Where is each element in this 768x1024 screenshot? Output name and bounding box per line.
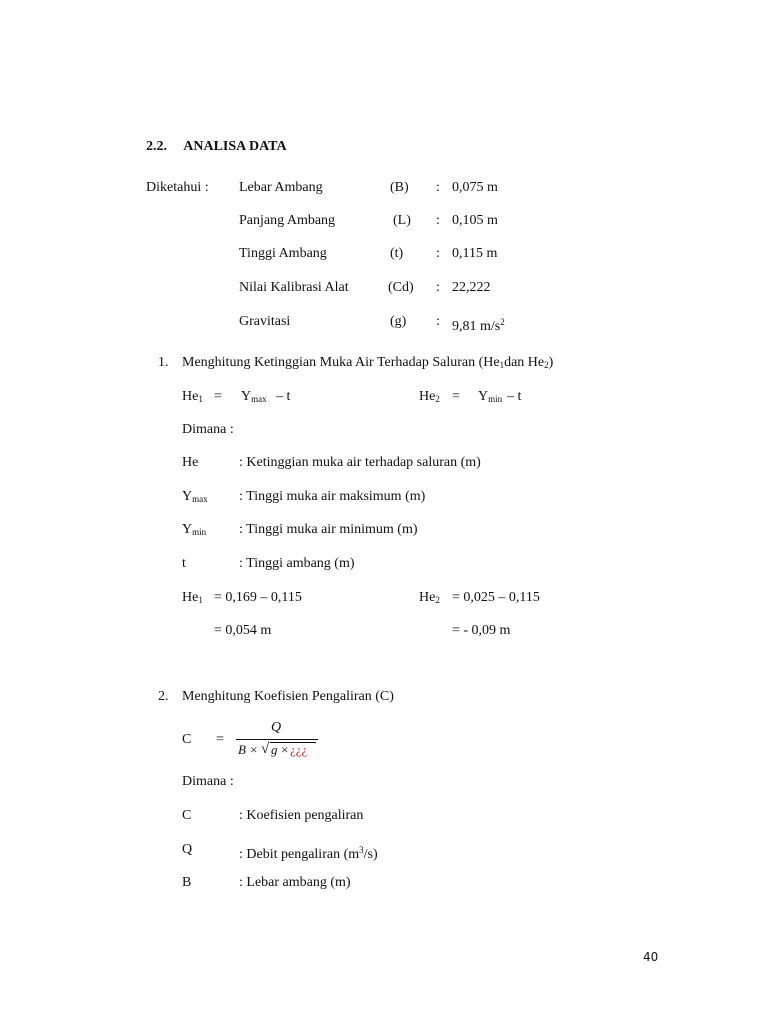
known-symbol: (Cd) [388, 280, 414, 295]
def-desc-tail: /s) [363, 847, 378, 862]
formula-he1 [182, 389, 203, 407]
def-desc-text: : Debit pengaliran (m [239, 847, 360, 862]
ymax-sub: max [251, 394, 267, 404]
def-symbol-text: t [182, 556, 186, 571]
def-desc-text: : Lebar ambang (m) [239, 875, 351, 890]
def-symbol [182, 489, 208, 507]
known-name: Panjang Ambang [239, 213, 336, 228]
formula-he1-eq: = [214, 389, 222, 404]
known-sep: : [436, 213, 440, 228]
calc-he1-lhs [182, 590, 203, 608]
den-error-glyphs: ¿¿¿ [290, 742, 308, 757]
known-value: 0,075 m [452, 180, 498, 195]
calc-he2-sub: 2 [435, 595, 440, 605]
def-desc [239, 842, 378, 863]
def-symbol [182, 455, 198, 473]
step1-title-sub: 1 [499, 360, 505, 370]
step1-dimana: Dimana : [182, 422, 234, 437]
den-b: B × [238, 742, 258, 757]
def-symbol: B [182, 875, 192, 890]
known-symbol: (g) [390, 314, 407, 329]
calc-he2-expr: = 0,025 – 0,115 [452, 590, 540, 605]
formula-c-eq: = [216, 732, 224, 747]
formula-he2-rest: – t [507, 389, 522, 404]
def-symbol-text: He [182, 455, 199, 470]
known-value: 22,222 [452, 280, 491, 295]
section-title: ANALISA DATA [183, 139, 287, 154]
def-symbol-sub: min [192, 527, 207, 537]
def-desc: : Tinggi muka air maksimum (m) [239, 489, 426, 504]
known-label: Diketahui : [146, 180, 209, 195]
known-name: Tinggi Ambang [239, 246, 327, 261]
known-name: Gravitasi [239, 314, 291, 329]
calc-he2-symbol: He [419, 590, 436, 605]
den-times: × [281, 742, 289, 757]
formula-denominator [238, 742, 258, 758]
formula-he2-eq: = [452, 389, 460, 404]
known-value-gravity [452, 314, 505, 335]
calc-he1-expr: = 0,169 – 0,115 [214, 590, 302, 605]
step1-number: 1. [158, 355, 169, 370]
ymin-symbol: Y [478, 389, 489, 404]
he2-symbol: He [419, 389, 436, 404]
calc-he2-lhs [419, 590, 440, 608]
def-desc [239, 808, 363, 824]
formula-he2 [419, 389, 440, 407]
den-g: g [271, 742, 278, 757]
step1-title-part: dan He [504, 355, 545, 370]
known-symbol: (B) [390, 180, 409, 195]
step2-number: 2. [158, 689, 169, 704]
def-symbol: Q [182, 842, 193, 857]
calc-he1-result: = 0,054 m [214, 623, 272, 638]
fraction-bar [236, 739, 318, 740]
formula-numerator: Q [271, 720, 282, 735]
section-heading [146, 139, 287, 155]
def-desc-text: : Koefisien pengaliran [239, 808, 364, 823]
def-desc: : Tinggi muka air minimum (m) [239, 522, 418, 537]
he2-sub: 2 [435, 394, 440, 404]
step1-title [182, 355, 553, 373]
known-symbol: (t) [390, 246, 404, 261]
def-desc [239, 875, 351, 891]
formula-he1-rest: – t [276, 389, 291, 404]
calc-he1-sub: 1 [198, 595, 203, 605]
known-sep: : [436, 180, 440, 195]
sqrt-icon: √ [261, 741, 270, 757]
def-symbol-text: Y [182, 522, 193, 537]
def-desc: : Tinggi ambang (m) [239, 556, 355, 571]
known-sep: : [436, 246, 440, 261]
known-value: 0,115 m [452, 246, 498, 261]
step1-title-part: Menghitung Ketinggian Muka Air Terhadap Saluran (He [182, 355, 500, 370]
known-value: 0,105 m [452, 213, 498, 228]
def-symbol [182, 556, 186, 574]
def-symbol-sub: max [192, 494, 208, 504]
he1-symbol: He [182, 389, 199, 404]
step1-title-sub: 2 [544, 360, 549, 370]
def-symbol [182, 522, 206, 540]
step2-dimana: Dimana : [182, 774, 234, 789]
formula-he1-ymax [241, 389, 267, 407]
known-symbol: (L) [393, 213, 411, 228]
step2-title: Menghitung Koefisien Pengaliran (C) [182, 689, 394, 704]
section-number: 2.2. [146, 139, 167, 154]
step1-title-part: ) [548, 355, 554, 370]
gravity-value: 9,81 m/s [452, 319, 501, 334]
gravity-exponent: 2 [500, 317, 505, 327]
known-name: Lebar Ambang [239, 180, 323, 195]
known-sep: : [436, 280, 440, 295]
calc-he2-result: = - 0,09 m [452, 623, 511, 638]
formula-c-lhs: C [182, 732, 192, 747]
ymin-sub: min [488, 394, 503, 404]
def-symbol: C [182, 808, 192, 823]
ymax-symbol: Y [241, 389, 252, 404]
def-desc-sup: 3 [359, 845, 364, 855]
known-sep: : [436, 314, 440, 329]
def-symbol-text: Y [182, 489, 193, 504]
calc-he1-symbol: He [182, 590, 199, 605]
page-number: 40 [643, 950, 659, 964]
def-desc: : Ketinggian muka air terhadap saluran (m) [239, 455, 481, 470]
formula-he2-ymin [478, 389, 502, 407]
known-name: Nilai Kalibrasi Alat [239, 280, 349, 295]
he1-sub: 1 [198, 394, 203, 404]
